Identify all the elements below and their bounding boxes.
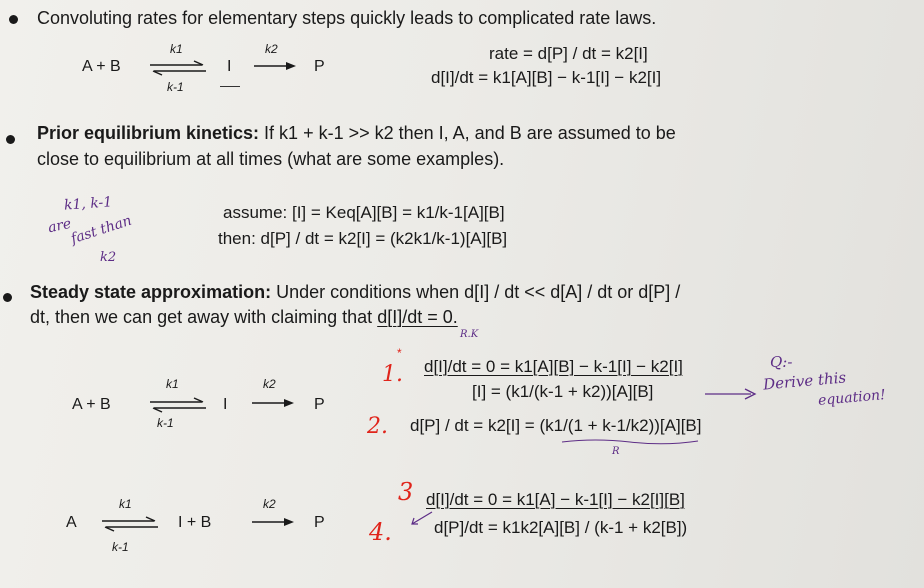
steady-state-claim: dt, then we can get away with claiming that — [30, 307, 378, 327]
handnote-k1-km1: k1, k-1 — [63, 194, 113, 214]
steady-state-condition: Under conditions when d[I] / dt << d[A] / dt or d[P] / — [271, 282, 681, 302]
equilibrium-arrow-icon — [148, 60, 208, 76]
scheme2-intermediate: I — [223, 396, 228, 413]
steady-state-equation: d[I]/dt = 0. — [377, 307, 458, 327]
steady-state-eq-5: d[P]/dt = k1k2[A][B] / (k-1 + k2[B]) — [434, 518, 688, 537]
underline-squiggle — [560, 437, 700, 447]
steady-state-eq-2: [I] = (k1/(k-1 + k2))[A][B] — [472, 382, 654, 401]
scheme1-intermediate: I — [227, 58, 232, 75]
then-expression: : d[P] / dt = k2[I] = (k2k1/k-1)[A][B] — [251, 229, 508, 248]
bullet-2 — [6, 135, 15, 144]
scheme3-reactant: A — [66, 514, 77, 531]
annotation-derive-1: Derive this — [762, 368, 847, 394]
scheme1-product: P — [314, 58, 325, 75]
scheme1-handmark — [220, 86, 240, 87]
bullet-3-line-1 — [30, 282, 680, 303]
rate-law-2: d[I]/dt = k1[A][B] − k-1[I] − k2[I] — [431, 68, 662, 87]
then-equation — [218, 229, 507, 249]
bullet-1-text: Convoluting rates for elementary steps quickly leads to complicated rate laws. — [37, 8, 657, 28]
scheme1-k2: k2 — [265, 42, 278, 56]
handnote-are: are — [46, 215, 73, 237]
bullet-3-line-2 — [30, 307, 458, 328]
scheme1-reactants: A + B — [82, 58, 121, 75]
annotation-num-3: 3 — [398, 478, 414, 506]
bullet-2-line-1 — [37, 123, 676, 144]
prior-equilibrium-heading: Prior equilibrium kinetics: — [37, 123, 260, 143]
scheme3-k1: k1 — [119, 497, 132, 511]
derive-arrow-icon — [703, 388, 759, 400]
bullet-2-line-2: close to equilibrium at all times (what are some examples). — [37, 149, 505, 169]
bullet-1 — [9, 15, 18, 24]
scheme3-product: P — [314, 514, 325, 531]
assume-equation — [223, 203, 505, 223]
annotation-rk-1: R.K — [460, 329, 479, 340]
annotation-num-2: 2. — [367, 414, 388, 439]
forward-arrow-icon — [252, 60, 298, 72]
then-label: then — [218, 229, 252, 248]
scheme1-k1: k1 — [170, 42, 183, 56]
forward-arrow-icon — [250, 397, 296, 409]
annotation-derive-2: equation! — [817, 387, 887, 409]
scheme2-product: P — [314, 396, 325, 413]
handnote-k2: k2 — [100, 250, 117, 265]
annotation-q: Q:- — [770, 353, 793, 371]
assume-label: assume — [223, 203, 283, 222]
equilibrium-arrow-icon — [148, 397, 208, 413]
scheme1-k-1: k-1 — [167, 80, 184, 94]
rate-law-1: rate = d[P] / dt = k2[I] — [489, 44, 648, 63]
annotation-rk-2: R — [612, 446, 620, 457]
scheme2-k2: k2 — [263, 377, 276, 391]
assume-expression: : [I] = Keq[A][B] = k1/k-1[A][B] — [282, 203, 505, 222]
scheme3-k2: k2 — [263, 497, 276, 511]
asterisk-mark: * — [397, 346, 402, 360]
steady-state-eq-1: d[I]/dt = 0 = k1[A][B] − k-1[I] − k2[I] — [424, 357, 683, 376]
scheme3-intermediate: I + B — [178, 514, 212, 531]
handnote-fast-than: fast than — [69, 212, 134, 248]
annotation-num-1: 1. — [382, 362, 403, 387]
scheme2-k-1: k-1 — [157, 416, 174, 430]
prior-equilibrium-condition: If k1 + k-1 >> k2 then I, A, and B are assumed to be — [259, 123, 676, 143]
scheme3-k-1: k-1 — [112, 540, 129, 554]
steady-state-eq-4: d[I]/dt = 0 = k1[A] − k-1[I] − k2[I][B] — [426, 490, 685, 509]
equilibrium-arrow-icon — [100, 516, 160, 532]
bullet-3 — [3, 293, 12, 302]
scheme2-k1: k1 — [166, 377, 179, 391]
steady-state-eq-3: d[P] / dt = k2[I] = (k1/(1 + k-1/k2))[A][B] — [410, 416, 702, 435]
pointer-arrow-icon — [408, 508, 434, 528]
steady-state-heading: Steady state approximation: — [30, 282, 272, 302]
forward-arrow-icon — [250, 516, 296, 528]
annotation-num-4: 4. — [369, 518, 392, 546]
scheme2-reactants: A + B — [72, 396, 111, 413]
